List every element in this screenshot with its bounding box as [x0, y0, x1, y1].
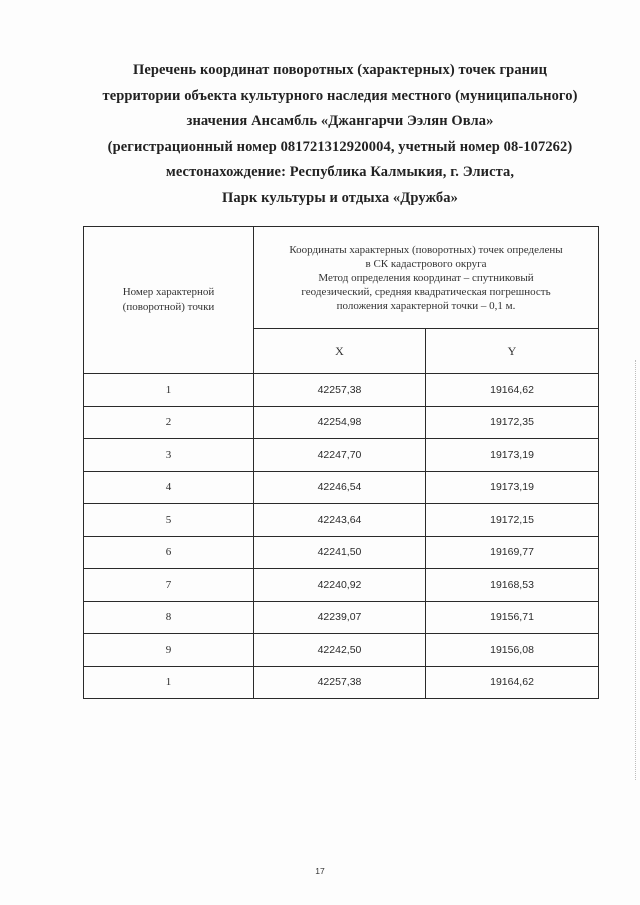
y-coordinate-cell: 19173,19	[426, 471, 599, 504]
y-coordinate-cell: 19164,62	[426, 374, 599, 407]
title-line: (регистрационный номер 081721312920004, учетный номер 08-107262)	[107, 138, 573, 155]
title-line: территории объекта культурного наследия местного (муниципального)	[102, 87, 578, 104]
y-coordinate-cell: 19164,62	[426, 666, 599, 699]
table-row	[84, 634, 599, 667]
y-coordinate-cell: 19169,77	[426, 536, 599, 569]
table-row	[84, 569, 599, 602]
y-coordinate-cell: 19172,15	[426, 504, 599, 537]
table-row	[84, 471, 599, 504]
point-number-header	[84, 227, 254, 374]
x-coordinate-cell: 42239,07	[254, 601, 426, 634]
page-number: 17	[315, 866, 325, 876]
y-coordinate-cell: 19173,19	[426, 439, 599, 472]
x-coordinate-cell: 42257,38	[254, 666, 426, 699]
point-number-cell: 3	[84, 439, 254, 472]
y-coordinate-cell: 19156,08	[426, 634, 599, 667]
table-row	[84, 374, 599, 407]
x-coordinate-cell: 42243,64	[254, 504, 426, 537]
title-line: Перечень координат поворотных (характерных) точек границ	[132, 62, 548, 78]
y-coordinate-cell: 19168,53	[426, 569, 599, 602]
table-row	[84, 536, 599, 569]
x-coordinate-cell: 42254,98	[254, 406, 426, 439]
x-coordinate-cell: 42242,50	[254, 634, 426, 667]
coordinates-table	[83, 226, 599, 699]
point-number-cell: 1	[84, 666, 254, 699]
title-line: Парк культуры и отдыха «Дружба»	[222, 189, 458, 206]
x-coordinate-cell: 42240,92	[254, 569, 426, 602]
coordinates-header-line: геодезический, средняя квадратическая погрешность	[301, 285, 551, 298]
table-row	[84, 666, 599, 699]
coordinates-header-line: Метод определения координат – спутниковый	[318, 271, 534, 284]
point-number-cell: 2	[84, 406, 254, 439]
table-row	[84, 439, 599, 472]
point-number-cell: 6	[84, 536, 254, 569]
point-number-cell: 4	[84, 471, 254, 504]
coordinates-header	[254, 227, 599, 329]
y-coordinate-cell: 19172,35	[426, 406, 599, 439]
title-line: местонахождение: Республика Калмыкия, г. Элиста,	[165, 164, 515, 180]
point-number-cell: 7	[84, 569, 254, 602]
point-number-cell: 5	[84, 504, 254, 537]
y-column-header: Y	[426, 329, 599, 374]
x-coordinate-cell: 42246,54	[254, 471, 426, 504]
coordinates-header-line: Координаты характерных (поворотных) точек определены	[289, 243, 563, 256]
point-number-cell: 8	[84, 601, 254, 634]
y-coordinate-cell: 19156,71	[426, 601, 599, 634]
title-line: значения Ансамбль «Джангарчи Ээлян Овла»	[186, 113, 494, 129]
table-row	[84, 406, 599, 439]
table-row	[84, 601, 599, 634]
table-row	[84, 504, 599, 537]
scan-edge-mark	[634, 360, 636, 780]
point-number-header-line: (поворотной) точки	[122, 301, 215, 313]
coordinates-header-line: в СК кадастрового округа	[365, 257, 487, 270]
x-column-header: X	[254, 329, 426, 374]
coordinates-header-line: положения характерной точки – 0,1 м.	[336, 299, 516, 312]
x-coordinate-cell: 42241,50	[254, 536, 426, 569]
x-coordinate-cell: 42257,38	[254, 374, 426, 407]
point-number-cell: 1	[84, 374, 254, 407]
x-coordinate-cell: 42247,70	[254, 439, 426, 472]
point-number-header-line: Номер характерной	[122, 286, 215, 298]
document-title	[40, 58, 640, 211]
point-number-cell: 9	[84, 634, 254, 667]
